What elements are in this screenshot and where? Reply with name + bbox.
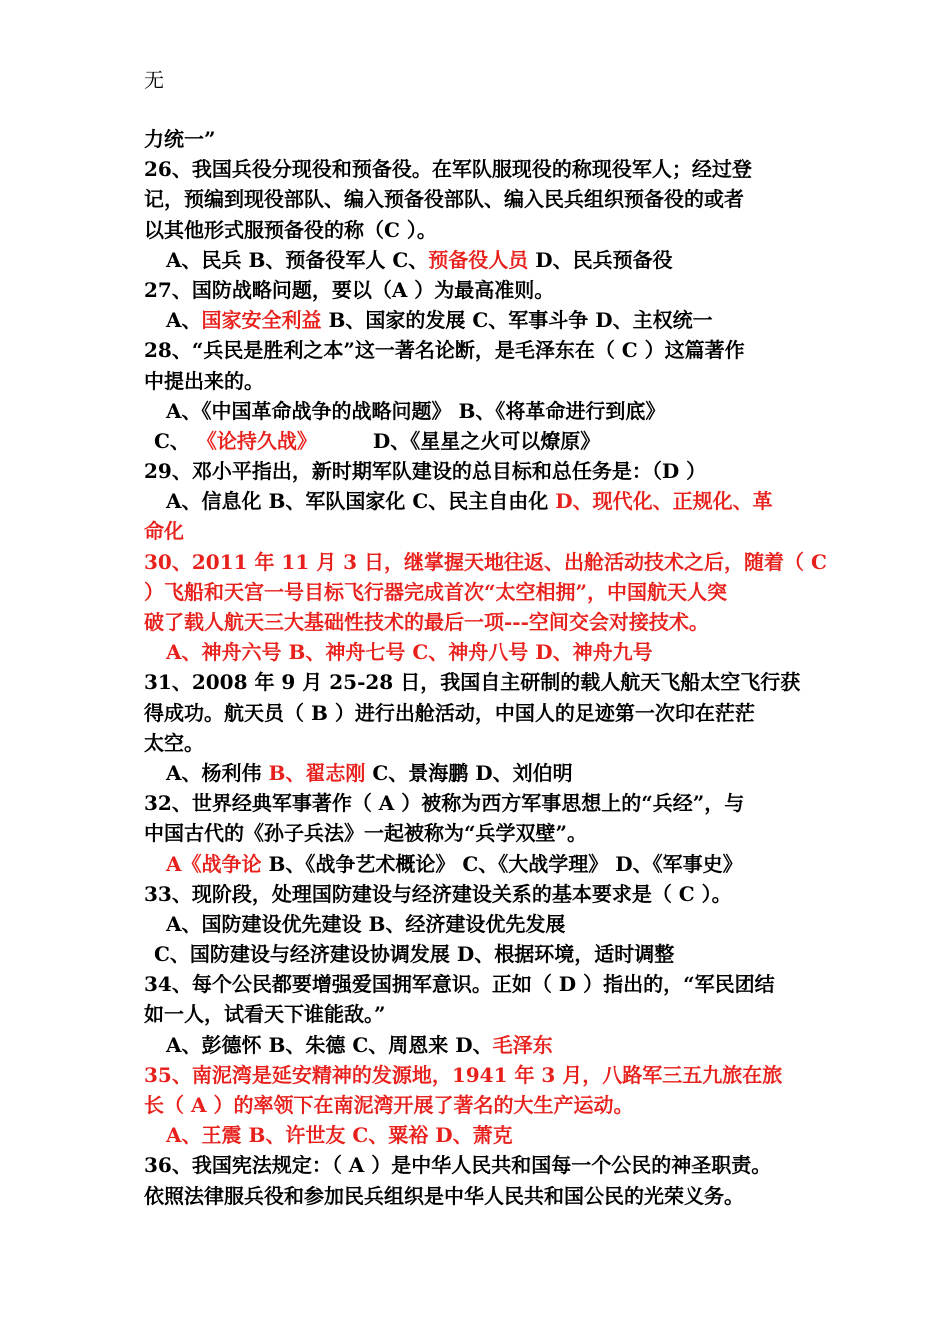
options-line (144, 305, 810, 335)
option-text: A、信息化 B、军队国家化 C、民主自由化 (166, 489, 556, 514)
option-text: B、《战争艺术概论》 C、《大战学理》 D、《军事史》 (261, 851, 743, 876)
text-line: 太空。 (144, 730, 204, 755)
text-line: 如一人，试看天下谁能敌。” (144, 1002, 386, 1027)
question-29-line: 29、邓小平指出，新时期军队建设的总目标和总任务是：（D ） (144, 459, 707, 484)
question-30-line: 30、2011 年 11 月 3 日，继掌握天地往返、出舱活动技术之后，随着（ C (144, 549, 827, 574)
options-line (144, 245, 810, 275)
question-35-line: 35、南泥湾是延安精神的发源地，1941 年 3 月，八路军三五九旅在旅 (144, 1062, 783, 1087)
option-text: A、杨利伟 (166, 760, 269, 785)
options-line (144, 1030, 810, 1060)
question-34-line: 34、每个公民都要增强爱国拥军意识。正如（ D ）指出的，“军民团结 (144, 972, 775, 997)
text-line: 破了载人航天三大基础性技术的最后一项---空间交会对接技术。 (144, 610, 709, 634)
answer-highlight: D、现代化、正规化、革 (555, 489, 773, 514)
text-line: 中国古代的《孙子兵法》一起被称为“兵学双壁”。 (144, 821, 588, 846)
option-text: D、民兵预备役 (528, 247, 673, 272)
text-line: 得成功。航天员（ B ）进行出舱活动，中国人的足迹第一次印在茫茫 (144, 700, 755, 725)
text-line: 依照法律服兵役和参加民兵组织是中华人民共和国公民的光荣义务。 (144, 1183, 744, 1208)
options-line: A、王震 B、许世友 C、粟裕 D、萧克 (166, 1123, 513, 1148)
answer-highlight: B、翟志刚 (268, 760, 366, 785)
option-text: A、彭德怀 B、朱德 C、周恩来 D、 (166, 1032, 493, 1057)
options-line: A、国防建设优先建设 B、经济建设优先发展 (166, 911, 566, 936)
text-line: 力统一” (144, 127, 216, 151)
option-text: C、景海鹏 D、刘伯明 (365, 760, 573, 785)
page-header-text: 无 (144, 68, 164, 92)
question-28-line: 28、“兵民是胜利之本”这一著名论断，是毛泽东在（ C ）这篇著作 (144, 338, 745, 363)
option-text: B、国家的发展 C、军事斗争 D、主权统一 (321, 308, 713, 333)
answer-highlight: 《论持久战》 (196, 428, 317, 453)
text-line: 中提出来的。 (144, 368, 264, 393)
question-27-line: 27、国防战略问题，要以（A ）为最高准则。 (144, 277, 555, 302)
text-line: 记，预编到现役部队、编入预备役部队、编入民兵组织预备役的或者 (144, 187, 744, 212)
option-text: C、 (154, 428, 197, 453)
question-31-line: 31、2008 年 9 月 25-28 日，我国自主研制的载人航天飞船太空飞行获 (144, 670, 801, 695)
question-list (144, 124, 827, 1211)
option-text: A、 (166, 308, 202, 333)
answer-highlight: 国家安全利益 (201, 308, 322, 333)
options-line (144, 758, 810, 788)
question-32-line: 32、世界经典军事著作（ A ）被称为西方军事思想上的“兵经”，与 (144, 791, 745, 816)
options-line: C、国防建设与经济建设协调发展 D、根据环境，适时调整 (154, 942, 675, 967)
question-33-line: 33、现阶段，处理国防建设与经济建设关系的基本要求是（ C ）。 (144, 881, 732, 906)
options-line: A、《中国革命战争的战略问题》 B、《将革命进行到底》 (166, 398, 666, 423)
options-line (144, 849, 810, 879)
option-text: D、《星星之火可以燎原》 (372, 428, 601, 453)
options-line (144, 486, 810, 516)
answer-highlight: 毛泽东 (492, 1032, 553, 1057)
text-line: 长（ A ）的率领下在南泥湾开展了著名的大生产运动。 (144, 1093, 634, 1117)
answer-highlight: 预备役人员 (428, 247, 529, 272)
question-36-line: 36、我国宪法规定：（ A ）是中华人民共和国每一个公民的神圣职责。 (144, 1153, 772, 1178)
options-line: A、神舟六号 B、神舟七号 C、神舟八号 D、神舟九号 (166, 640, 653, 665)
answer-highlight: 命化 (144, 519, 184, 544)
option-text: A、民兵 B、预备役军人 C、 (166, 247, 429, 272)
text-line: 以其他形式服预备役的称（C ）。 (144, 217, 437, 242)
answer-highlight: A《战争论 (166, 851, 262, 876)
question-26-line: 26、我国兵役分现役和预备役。在军队服现役的称现役军人；经过登 (144, 157, 752, 182)
text-line: ）飞船和天宫一号目标飞行器完成首次“太空相拥”，中国航天人突 (144, 579, 728, 604)
options-line (144, 426, 810, 456)
